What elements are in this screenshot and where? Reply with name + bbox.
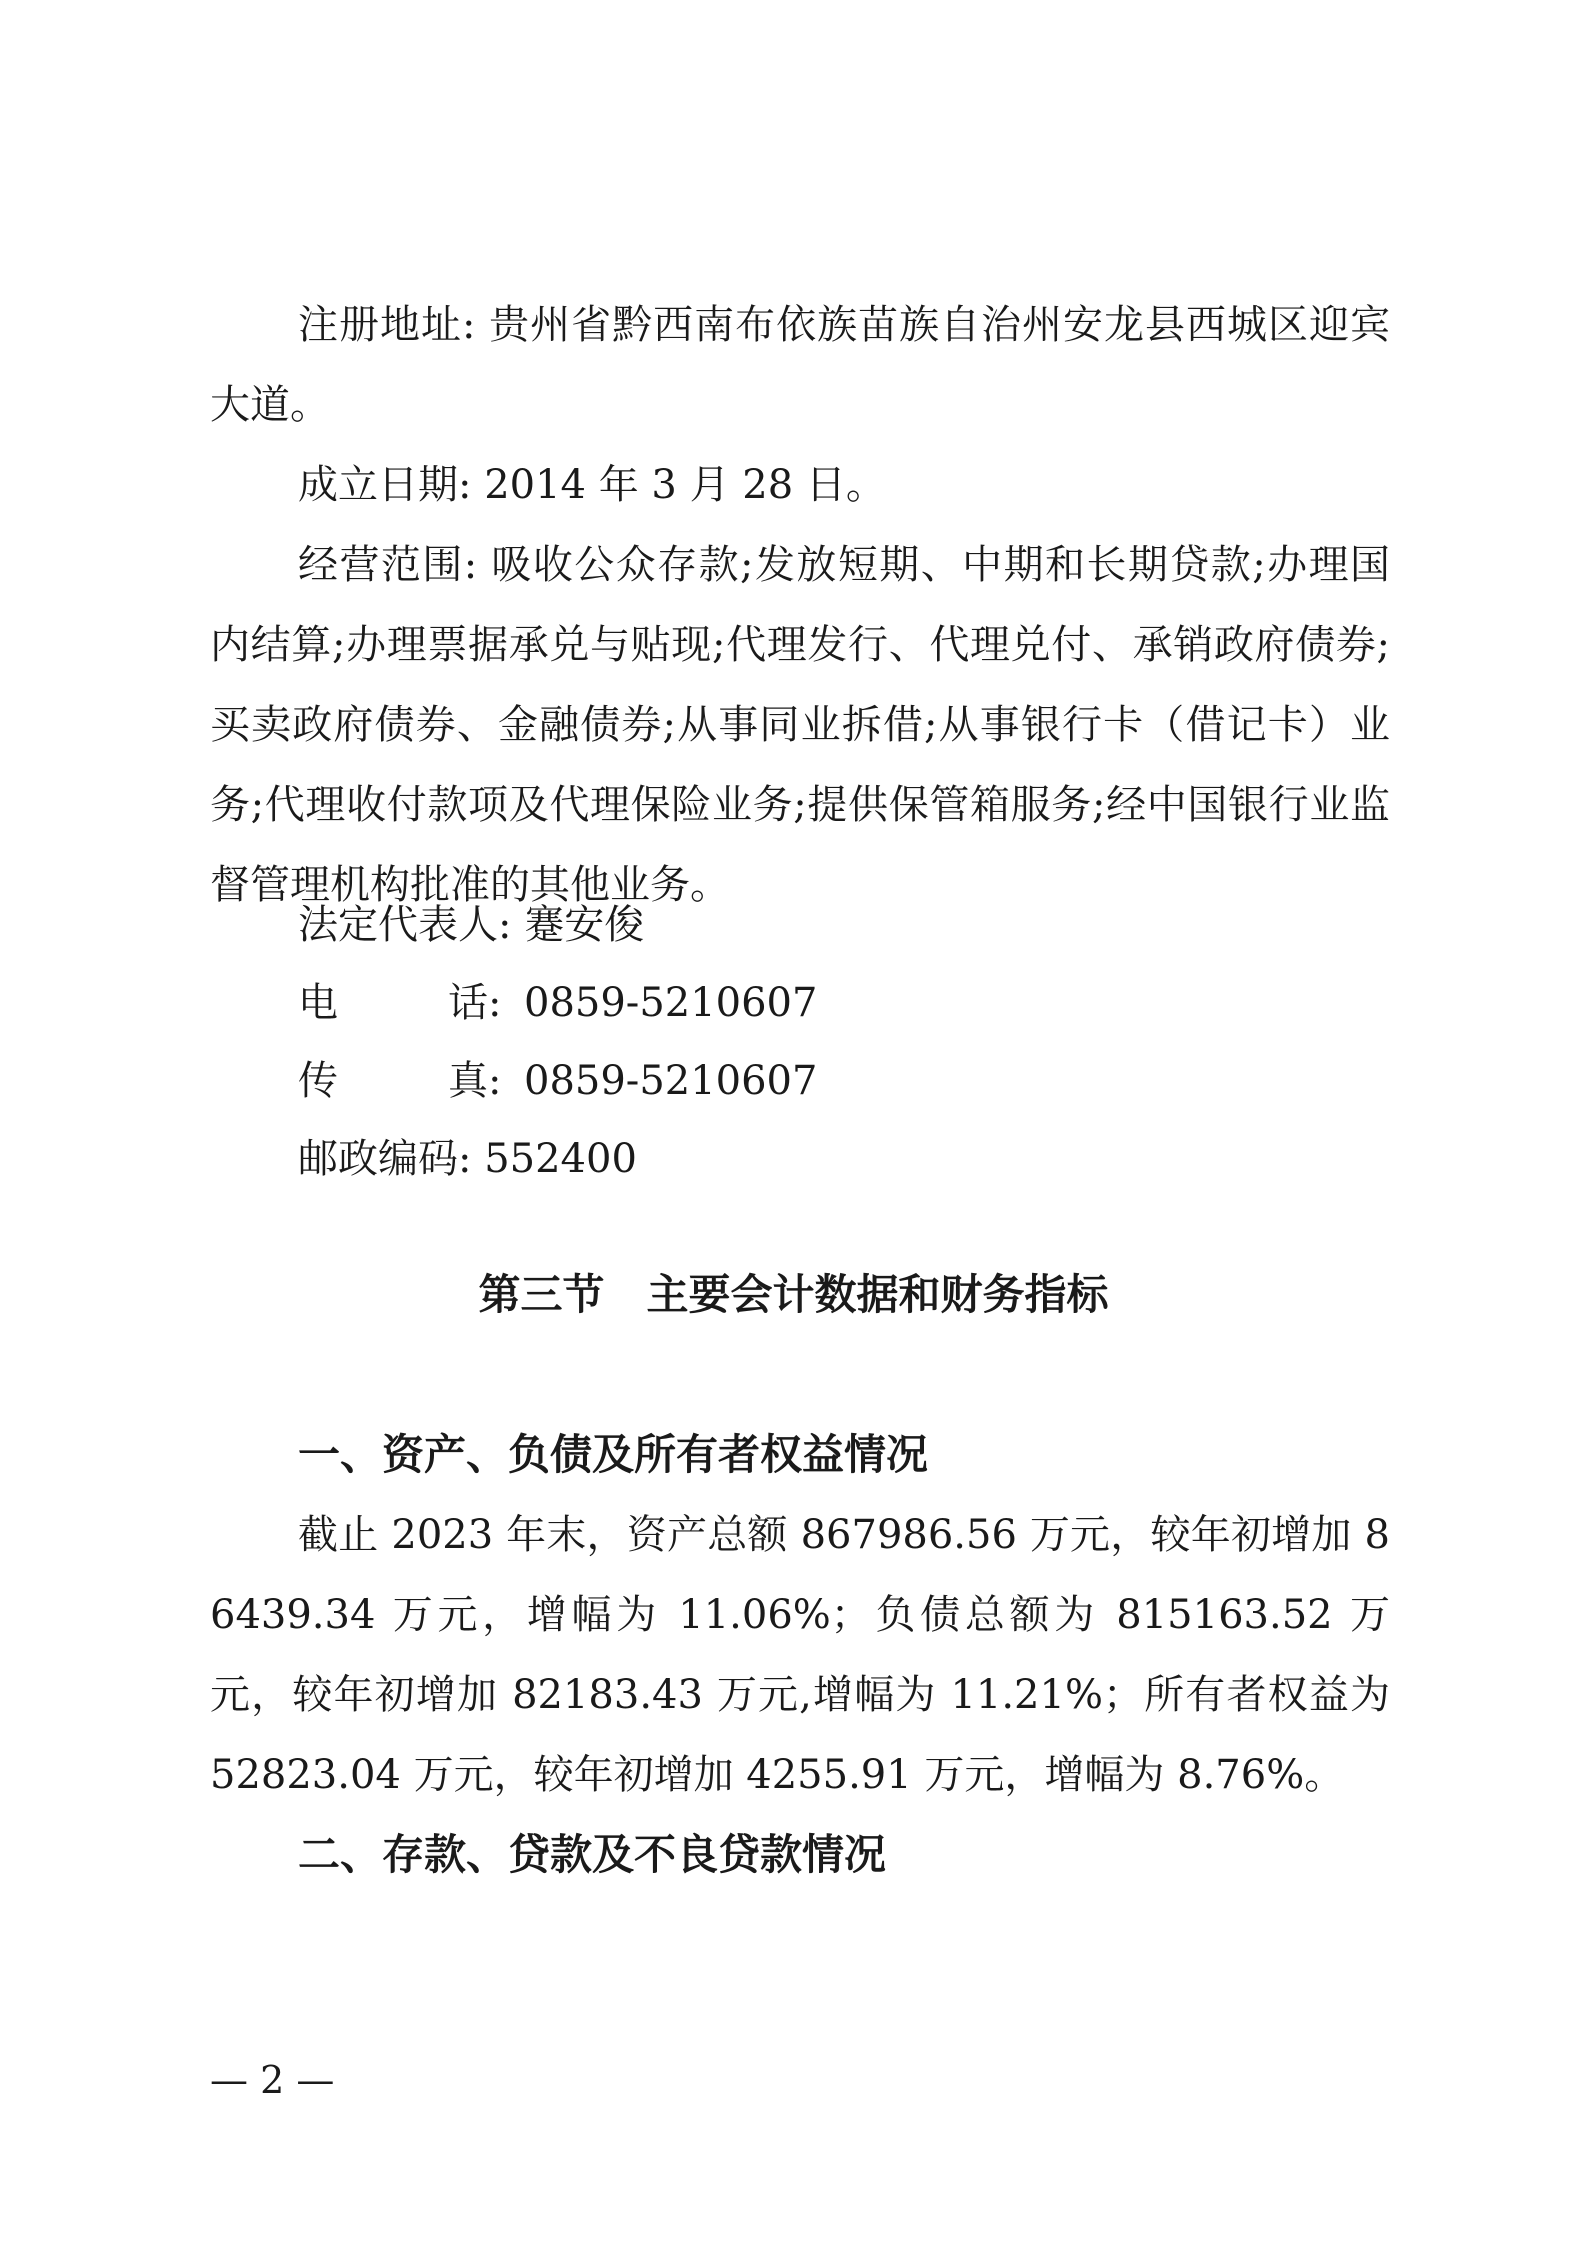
subsection2-heading: 二、存款、贷款及不良贷款情况: [298, 1830, 887, 1879]
page-number: — 2 —: [210, 2058, 335, 2102]
legal-rep-line: 法定代表人: 蹇安俊: [298, 902, 645, 948]
scope-label: 经营范围: [298, 542, 464, 588]
address-value: 贵州省黔西南布依族苗族自治州安龙县西城区迎宾大道。: [210, 302, 1390, 428]
address-paragraph: 注册地址: 贵州省黔西南布依族苗族自治州安龙县西城区迎宾大道。: [210, 302, 1390, 428]
postal-line: 邮政编码: 552400: [298, 1136, 637, 1182]
founded-label: 成立日期: [298, 462, 458, 508]
founded-line: 成立日期: 2014 年 3 月 28 日。: [298, 462, 886, 508]
scope-value: 吸收公众存款;发放短期、中期和长期贷款;办理国内结算;办理票据承兑与贴现;代理发行、代理兑付、承销政府债券;买卖政府债券、金融债券;从事同业拆借;从事银行卡（借记卡）业务;代理收付款项及代理保险业务;提供保管箱服务;经中国银行业监督管理机构批准的其他业务。: [210, 542, 1391, 908]
address-label: 注册地址: [298, 302, 462, 348]
fax-line: 传真: 0859-5210607: [298, 1041, 817, 1121]
postal-label: 邮政编码: [298, 1136, 458, 1182]
fax-label: 传真: [298, 1058, 488, 1104]
legal-rep-value: 蹇安俊: [524, 902, 645, 948]
phone-label: 电话: [298, 980, 488, 1026]
founded-value: 2014 年 3 月 28 日。: [484, 462, 886, 508]
section-title: 第三节 主要会计数据和财务指标: [478, 1270, 1109, 1319]
legal-rep-label: 法定代表人: [298, 902, 498, 948]
fax-value: 0859-5210607: [524, 1058, 818, 1104]
phone-line: 电话: 0859-5210607: [298, 963, 817, 1043]
scope-paragraph: 经营范围: 吸收公众存款;发放短期、中期和长期贷款;办理国内结算;办理票据承兑与贴现;代理发行、代理兑付、承销政府债券;买卖政府债券、金融债券;从事同业拆借;从事银行卡（借记卡）业务;代理收付款项及代理保险业务;提供保管箱服务;经中国银行业监督管理机构批准的其他业务。: [210, 542, 1391, 908]
postal-value: 552400: [484, 1136, 637, 1182]
subsection1-heading: 一、资产、负债及所有者权益情况: [298, 1430, 929, 1479]
subsection1-body: 截止 2023 年末，资产总额 867986.56 万元，较年初增加 86439.34 万元，增幅为 11.06%；负债总额为 815163.52 万元，较年初增加 82183.43 万元,增幅为 11.21%；所有者权益为 52823.04 万元，较年初增加 4255.91 万元，增幅为 8.76%。: [210, 1512, 1390, 1798]
phone-value: 0859-5210607: [524, 980, 818, 1026]
